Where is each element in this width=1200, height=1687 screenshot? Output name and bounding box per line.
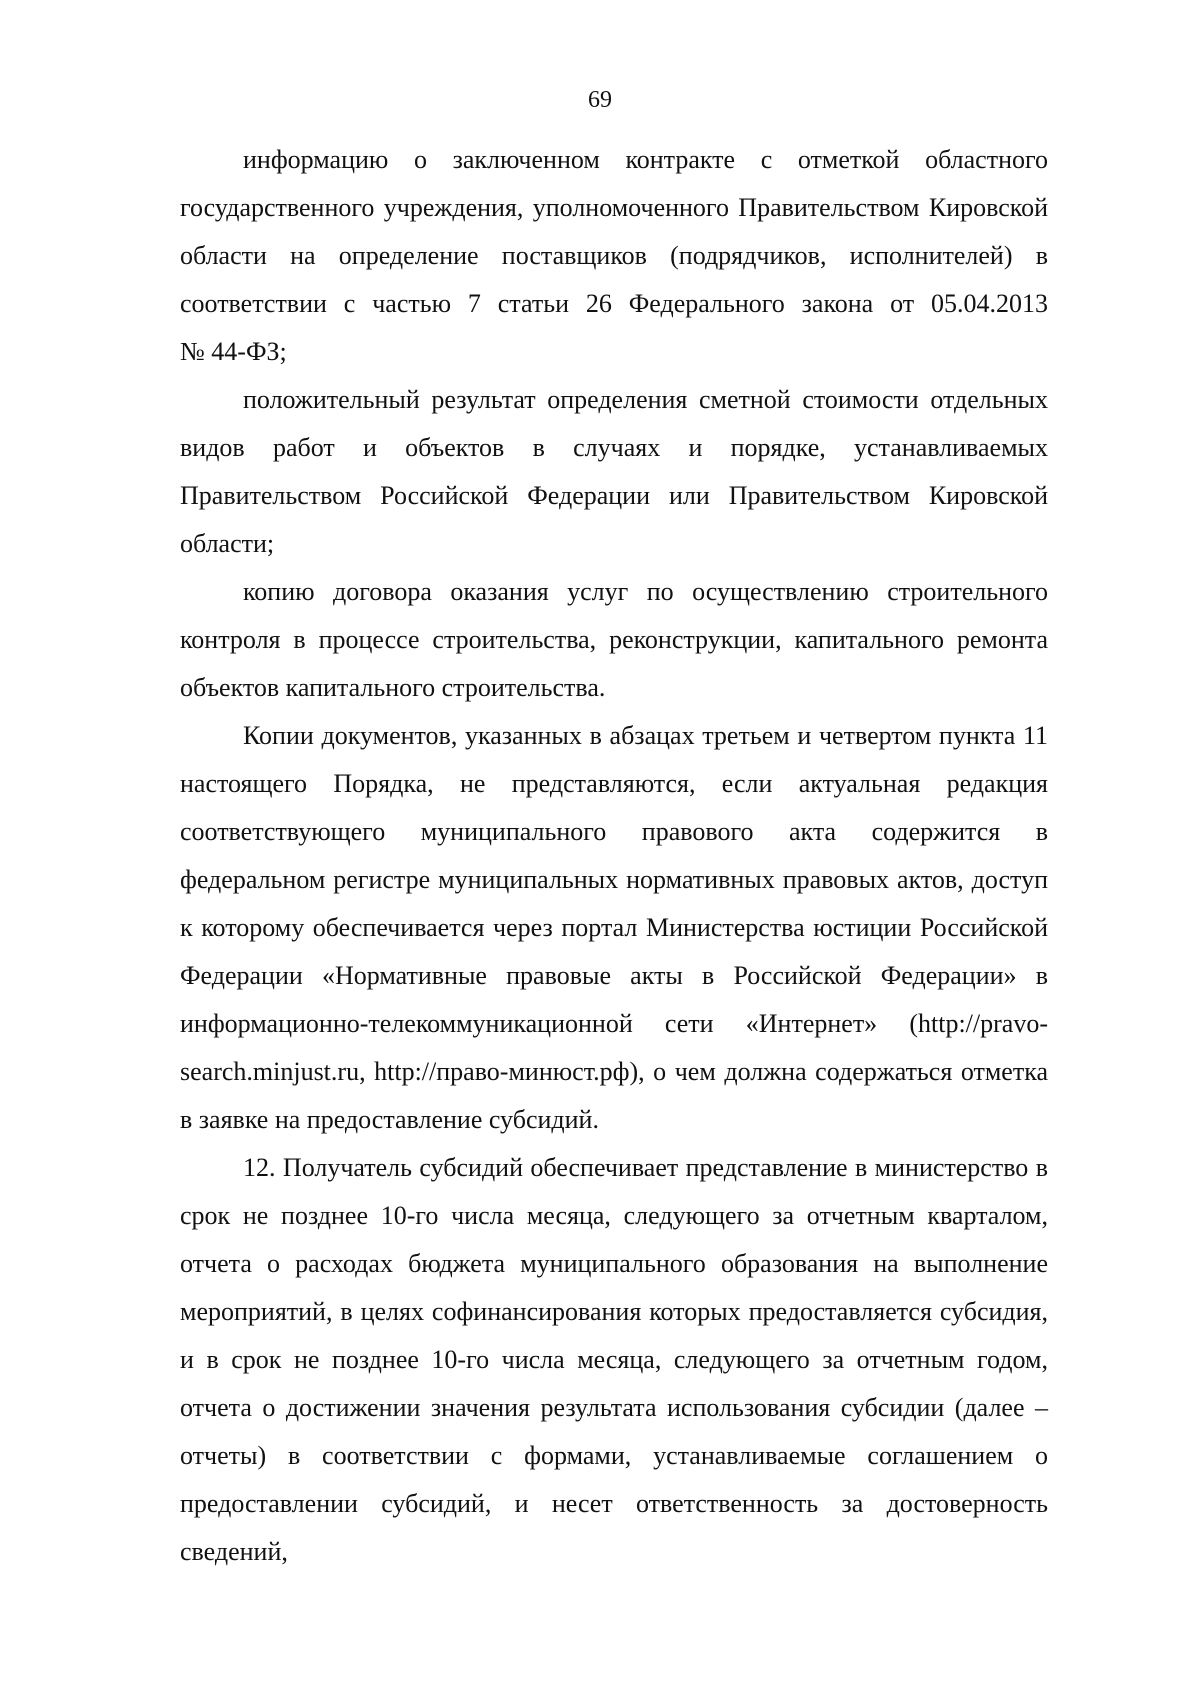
- paragraph-contract-info-law-number: № 44-ФЗ;: [180, 337, 287, 366]
- paragraph-construction-control: копию договора оказания услуг по осуществлению строительного контроля в процессе строительства, реконструкции, капитального ремонта объектов капитального строительства.: [180, 577, 1048, 702]
- page-number: 69: [588, 87, 612, 113]
- paragraph-estimate-result: положительный результат определения сметной стоимости отдельных видов работ и объектов в случаях и порядке, устанавливаемых Правительством Российской Федерации или Правительством Кировской области;: [180, 385, 1048, 558]
- paragraph-document-copies: Копии документов, указанных в абзацах третьем и четвертом пункта 11 настоящего Порядка, не представляются, если актуальная редакция соответствующего муниципального правового акта содержится в федеральном регистре муниципальных нормативных правовых актов, доступ к которому обеспечивается через портал Министерства юстиции Российской Федерации «Нормативные правовые акты в Российской Федерации» в информационно-телекоммуникационной сети «Интернет» (http://pravo-search.minjust.ru, http://право-минюст.рф), о чем должна содержаться отметка в заявке на предоставление субсидий.: [180, 721, 1048, 1134]
- document-body: [180, 136, 1048, 1576]
- paragraph-contract-info: информацию о заключенном контракте с отметкой областного государственного учреждения, уполномоченного Правительством Кировской области на определение поставщиков (подрядчиков, исполнителей) в соответствии с частью 7 статьи 26 Федерального закона от 05.04.2013: [180, 145, 1048, 318]
- paragraph-item-12: 12. Получатель субсидий обеспечивает представление в министерство в срок не позднее 10-го числа месяца, следующего за отчетным кварталом, отчета о расходах бюджета муниципального образования на выполнение мероприятий, в целях софинансирования которых предоставляется субсидия, и в срок не позднее 10-го числа месяца, следующего за отчетным годом, отчета о достижении значения результата использования субсидии (далее – отчеты) в соответствии с формами, устанавливаемые соглашением о предоставлении субсидий, и несет ответственность за достоверность сведений,: [180, 1153, 1048, 1566]
